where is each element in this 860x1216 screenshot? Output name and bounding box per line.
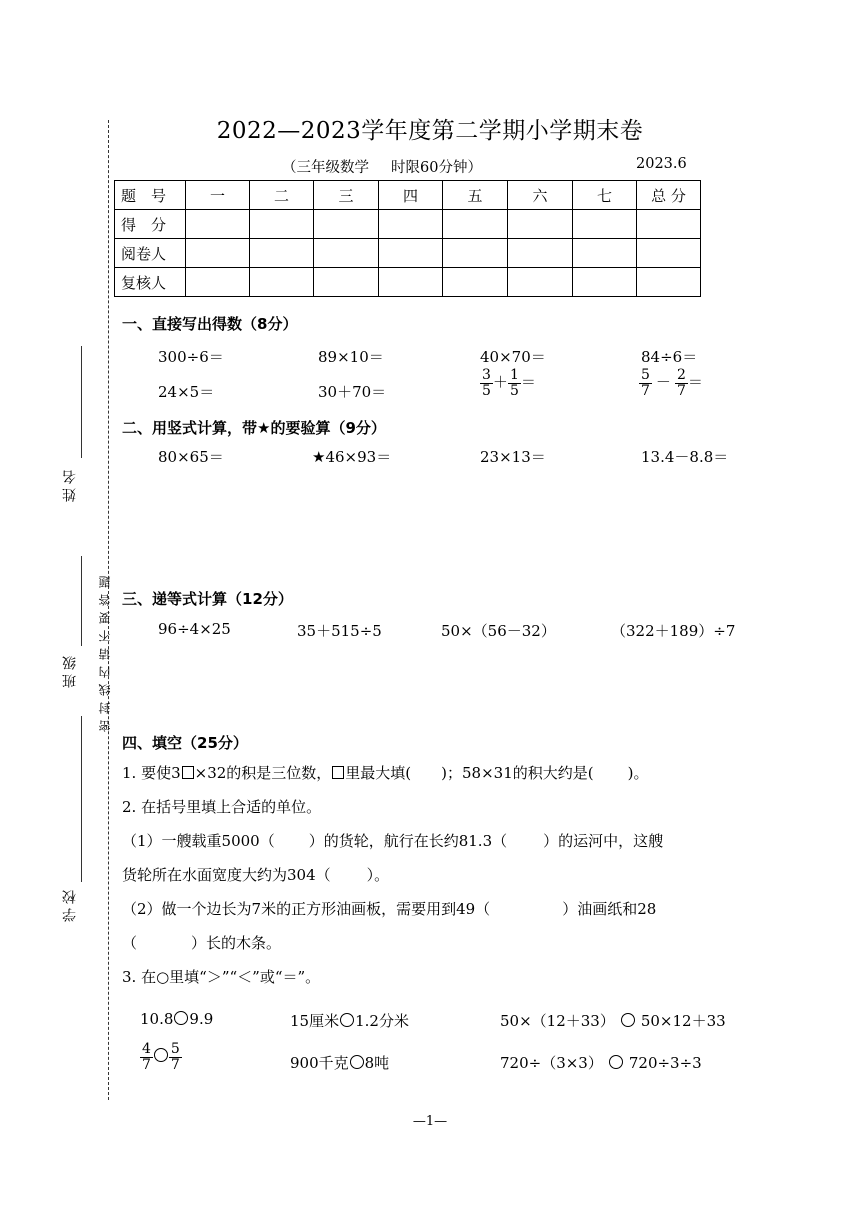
- s1-question-8: $\frac{5}{7}$ － $\frac{2}{7}$ ＝: [641, 367, 703, 399]
- compare-4: [140, 1042, 182, 1072]
- reviewer-row: [115, 268, 701, 297]
- exam-date: 2023.6: [636, 156, 687, 172]
- table-cell: 六: [508, 181, 573, 210]
- score-cell[interactable]: [573, 210, 637, 239]
- s4-item-1: 1. 要使3 ×32的积是三位数， 里最大填( )；58×31的积大约是( )。: [122, 764, 649, 782]
- compare-circle[interactable]: [621, 1013, 635, 1027]
- fraction: $\frac{5}{7}$: [170, 1041, 180, 1073]
- section4-heading: 四、填空（25分）: [122, 734, 248, 752]
- s3-question-4: （322＋189）÷7: [611, 622, 736, 640]
- school-underline: [81, 716, 82, 882]
- s3-question-3: 50×（56－32）: [441, 622, 556, 640]
- score-cell[interactable]: [314, 210, 379, 239]
- fraction: $\frac{2}{7}$: [676, 367, 686, 399]
- class-underline: [81, 556, 82, 646]
- fraction: $\frac{5}{7}$: [641, 367, 650, 399]
- table-cell: 题 号: [115, 181, 186, 210]
- score-cell[interactable]: [379, 268, 443, 297]
- compare-6: 720÷（3×3） 720÷3÷3: [500, 1054, 702, 1072]
- s4-item-2-2-line1: （2）做一个边长为7米的正方形油画板，需要用到49（ ）油画纸和28: [122, 900, 657, 918]
- row-label: 阅卷人: [115, 239, 186, 268]
- table-cell: 一: [186, 181, 250, 210]
- s1-question-4: 84÷6＝: [641, 348, 698, 366]
- s1-question-7: $\frac{3}{5}$ ＋ $\frac{1}{5}$ ＝: [482, 367, 536, 399]
- s4-item-2-1-line2: 货轮所在水面宽度大约为304（ ）。: [122, 866, 390, 884]
- compare-circle[interactable]: [154, 1048, 168, 1062]
- score-cell[interactable]: [314, 268, 379, 297]
- score-row: [115, 210, 701, 239]
- table-cell: 四: [379, 181, 443, 210]
- row-label: 复核人: [115, 268, 186, 297]
- subtitle-grade: （三年级数学: [282, 160, 369, 176]
- name-underline: [81, 346, 82, 458]
- s1-question-3: 40×70＝: [480, 348, 546, 366]
- fraction: $\frac{4}{7}$: [142, 1041, 151, 1073]
- compare-circle[interactable]: [340, 1013, 354, 1027]
- compare-1: 10.8 9.9: [140, 1010, 214, 1028]
- table-cell: 二: [250, 181, 314, 210]
- row-label: 得 分: [115, 210, 186, 239]
- score-cell[interactable]: [443, 210, 508, 239]
- compare-2: 15厘米 1.2分米: [290, 1012, 409, 1030]
- blank-box: [182, 766, 194, 779]
- score-cell[interactable]: [379, 239, 443, 268]
- s3-question-1: 96÷4×25: [158, 620, 231, 638]
- compare-3: 50×（12＋33） 50×12＋33: [500, 1012, 726, 1030]
- score-cell[interactable]: [186, 239, 250, 268]
- s4-item-2: 2. 在括号里填上合适的单位。: [122, 798, 322, 816]
- score-table: [114, 180, 701, 297]
- score-cell[interactable]: [637, 210, 701, 239]
- s1-question-6: 30＋70＝: [318, 383, 387, 401]
- score-cell[interactable]: [443, 268, 508, 297]
- compare-circle[interactable]: [350, 1055, 364, 1069]
- page-number: —1—: [412, 1114, 448, 1129]
- compare-circle[interactable]: [609, 1055, 623, 1069]
- score-cell[interactable]: [573, 239, 637, 268]
- s4-item-2-2-line2: （ ）长的木条。: [122, 934, 282, 952]
- school-label: 学校: [62, 886, 78, 922]
- seal-text: 密封线内请不要答题: [98, 570, 112, 732]
- s4-item-2-1-line1: （1）一艘载重5000（ ）的货轮，航行在长约81.3（ ）的运河中，这艘: [122, 832, 664, 850]
- score-cell[interactable]: [573, 268, 637, 297]
- s2-question-1: 80×65＝: [158, 448, 224, 466]
- score-cell[interactable]: [637, 239, 701, 268]
- fraction: $\frac{3}{5}$: [482, 367, 491, 399]
- section2-heading: 二、用竖式计算，带★的要验算（9分）: [122, 419, 386, 437]
- score-cell[interactable]: [250, 268, 314, 297]
- s1-question-2: 89×10＝: [318, 348, 384, 366]
- fraction: $\frac{1}{5}$: [509, 367, 519, 399]
- table-cell: 总 分: [637, 181, 701, 210]
- s2-question-3: 23×13＝: [480, 448, 546, 466]
- grader-row: [115, 239, 701, 268]
- exam-title: 2022—2023学年度第二学期小学期末卷: [216, 118, 644, 144]
- table-cell: 七: [573, 181, 637, 210]
- score-table-header-row: [115, 181, 701, 210]
- score-cell[interactable]: [508, 268, 573, 297]
- section3-heading: 三、递等式计算（12分）: [122, 590, 293, 608]
- s2-question-4: 13.4－8.8＝: [641, 448, 729, 466]
- name-label: 姓名: [62, 466, 78, 502]
- score-cell[interactable]: [443, 239, 508, 268]
- score-cell[interactable]: [186, 268, 250, 297]
- score-cell[interactable]: [186, 210, 250, 239]
- table-cell: 三: [314, 181, 379, 210]
- score-cell[interactable]: [314, 239, 379, 268]
- compare-5: 900千克 8吨: [290, 1054, 390, 1072]
- exam-subtitle: [282, 156, 482, 177]
- score-cell[interactable]: [637, 268, 701, 297]
- class-label: 班级: [62, 652, 78, 688]
- section1-heading: 一、直接写出得数（8分）: [122, 315, 298, 333]
- s3-question-2: 35＋515÷5: [297, 622, 382, 640]
- compare-circle[interactable]: [174, 1011, 188, 1025]
- score-cell[interactable]: [379, 210, 443, 239]
- score-cell[interactable]: [250, 210, 314, 239]
- s1-question-5: 24×5＝: [158, 383, 215, 401]
- score-cell[interactable]: [250, 239, 314, 268]
- blank-box: [332, 766, 344, 779]
- table-cell: 五: [443, 181, 508, 210]
- s1-question-1: 300÷6＝: [158, 348, 224, 366]
- score-cell[interactable]: [508, 239, 573, 268]
- s4-item-3: 3. 在○里填“＞”“＜”或“＝”。: [122, 968, 321, 986]
- subtitle-time: 时限60分钟）: [391, 160, 482, 176]
- s2-question-2: ★46×93＝: [312, 448, 392, 466]
- score-cell[interactable]: [508, 210, 573, 239]
